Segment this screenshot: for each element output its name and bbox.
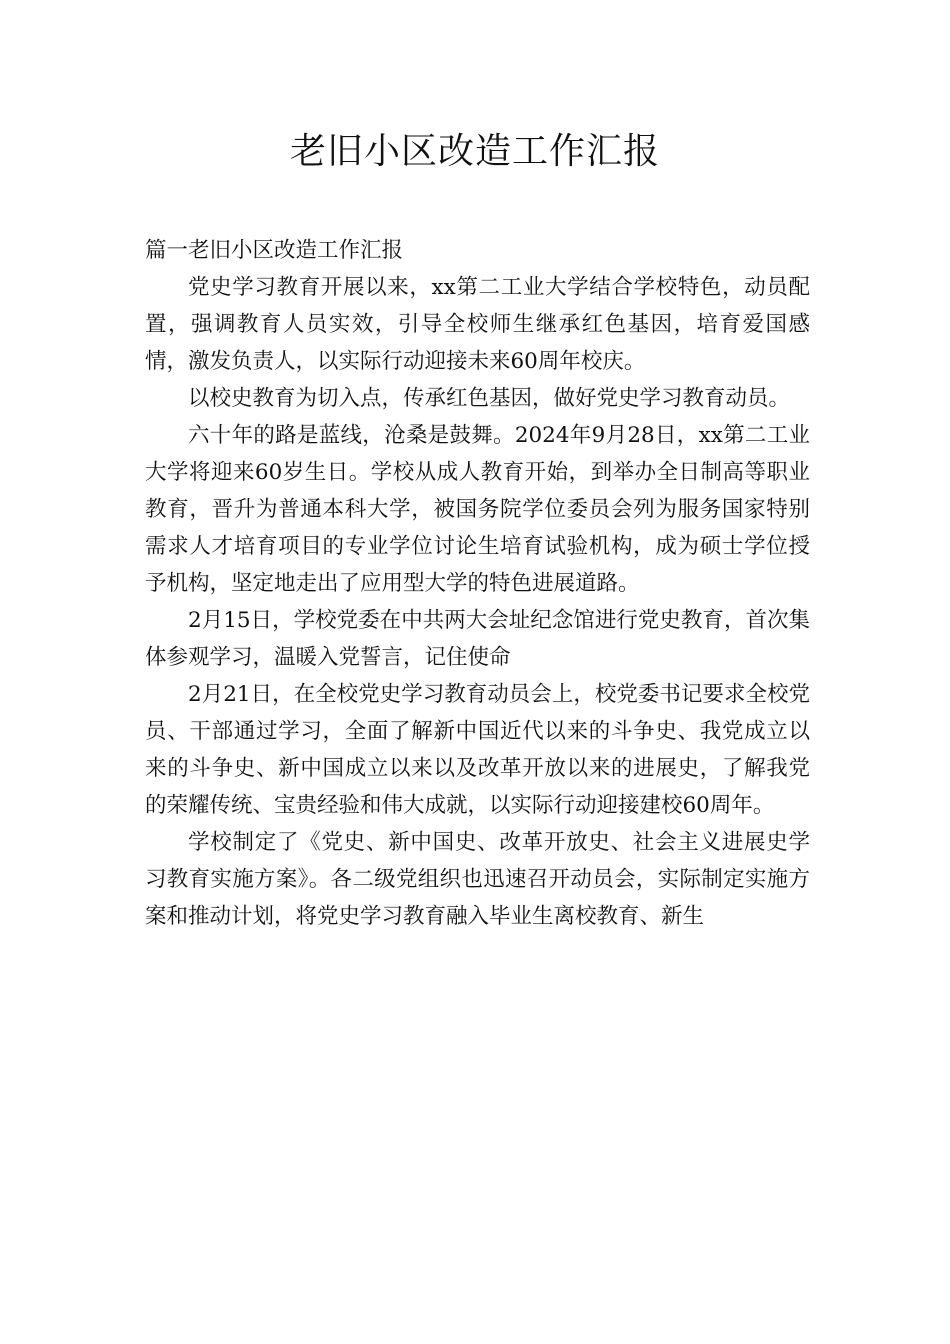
paragraph: 以校史教育为切入点，传承红色基因，做好党史学习教育动员。 (188, 386, 791, 411)
paragraph: 党史学习教育开展以来，xx第二工业大学结合学校特色，动员配置，强调教育人员实效，引导全校师生继承红色基因，培育爱国感情，激发负责人，以实际行动迎接未来60周年校庆。 (145, 275, 810, 374)
document-body (145, 232, 810, 935)
section-subtitle: 篇一老旧小区改造工作汇报 (145, 238, 404, 263)
document-title: 老旧小区改造工作汇报 (289, 131, 660, 172)
paragraph: 六十年的路是蓝线，沧桑是鼓舞。2024年9月28日，xx第二工业大学将迎来60岁生日。学校从成人教育开始，到举办全日制高等职业教育，晋升为普通本科大学，被国务院学位委员会列为服务国家特别需求人才培育项目的专业学位讨论生培育试验机构，成为硕士学位授予机构，坚定地走出了应用型大学的特色进展道路。 (145, 423, 810, 596)
paragraph: 学校制定了《党史、新中国史、改革开放史、社会主义进展史学习教育实施方案》。各二级党组织也迅速召开动员会，实际制定实施方案和推动计划，将党史学习教育融入毕业生离校教育、新生 (145, 830, 810, 929)
paragraph: 2月21日，在全校党史学习教育动员会上，校党委书记要求全校党员、干部通过学习，全面了解新中国近代以来的斗争史、我党成立以来的斗争史、新中国成立以来以及改革开放以来的进展史，了解我党的荣耀传统、宝贵经验和伟大成就，以实际行动迎接建校60周年。 (145, 682, 810, 818)
paragraph: 2月15日，学校党委在中共两大会址纪念馆进行党史教育，首次集体参观学习，温暖入党誓言，记住使命 (145, 608, 810, 670)
